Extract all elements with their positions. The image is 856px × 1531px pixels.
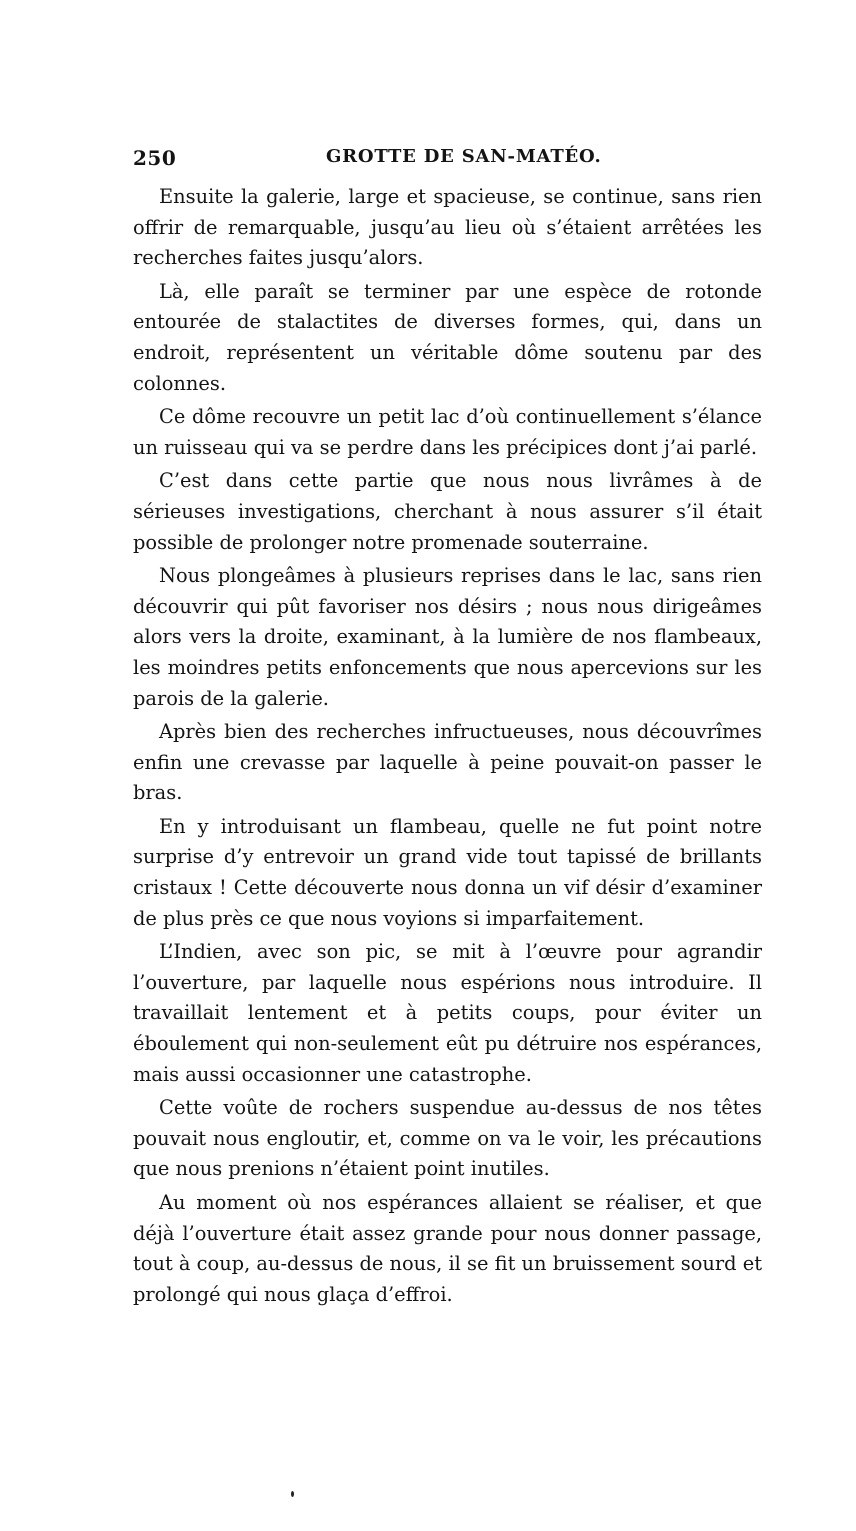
paragraph: Ensuite la galerie, large et spacieuse, se continue, sans rien offrir de remarquable, jusqu’au lieu où s’étaient arrêtées les recherches faites jusqu’alors. <box>133 185 762 270</box>
running-head <box>133 146 762 172</box>
paragraph: Là, elle paraît se terminer par une espèce de rotonde entourée de stalactites de diverses formes, qui, dans un endroit, représentent un véritable dôme soutenu par des colonnes. <box>133 279 762 395</box>
paragraph: Au moment où nos espérances allaient se réaliser, et que déjà l’ouverture était assez grande pour nous donner passage, tout à coup, au-dessus de nous, il se fit un bruissement sourd et prolongé qui nous glaça d’effroi. <box>133 1191 762 1306</box>
paragraph: En y introduisant un flambeau, quelle ne fut point notre surprise d’y entrevoir un grand vide tout tapissé de brillants cristaux ! Cette découverte nous donna un vif désir d’examiner de plus près ce que nous voyions si imparfaitement. <box>133 814 762 930</box>
paragraph: Ce dôme recouvre un petit lac d’où continuellement s’élance un ruisseau qui va se perdre dans les précipices dont j’ai parlé. <box>133 405 762 459</box>
paragraph: Après bien des recherches infructueuses, nous découvrîmes enfin une crevasse par laquelle à peine pouvait-on passer le bras. <box>133 720 762 805</box>
running-title: GROTTE DE SAN-MATÉO. <box>326 146 602 167</box>
paragraph: L’Indien, avec son pic, se mit à l’œuvre pour agrandir l’ouverture, par laquelle nous espérions nous introduire. Il travaillait lentement et à petits coups, pour éviter un éboulement qui non-seulement eût pu détruire nos espérances, mais aussi occasionner une catastrophe. <box>133 940 762 1086</box>
body-text <box>133 182 762 1310</box>
paragraph: C’est dans cette partie que nous nous livrâmes à de sérieuses investigations, cherchant à nous assurer s’il était possible de prolonger notre promenade souterraine. <box>133 469 762 554</box>
page-number: 250 <box>133 146 177 170</box>
paragraph: Cette voûte de rochers suspendue au-dessus de nos têtes pouvait nous engloutir, et, comme on va le voir, les précautions que nous prenions n’étaient point inutiles. <box>133 1096 762 1181</box>
paragraph: Nous plongeâmes à plusieurs reprises dans le lac, sans rien découvrir qui pût favoriser nos désirs ; nous nous dirigeâmes alors vers la droite, examinant, à la lumière de nos flambeaux, les moindres petits enfoncements que nous apercevions sur les parois de la galerie. <box>133 564 762 710</box>
ink-speck <box>291 1491 294 1497</box>
